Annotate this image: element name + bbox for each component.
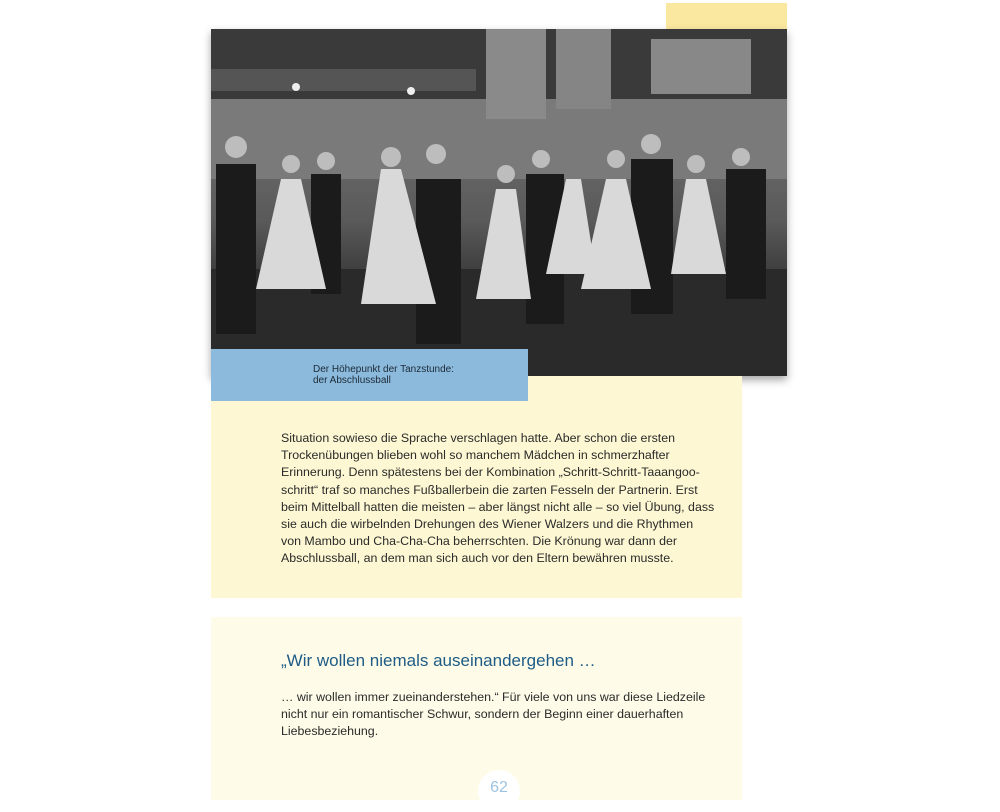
photo-caption	[313, 364, 523, 386]
body-line: von Mambo und Cha-Cha-Cha beherrschten. Die Krönung war dann der	[281, 534, 678, 549]
caption-line: der Abschlussball	[313, 375, 391, 386]
section-line: … wir wollen immer zueinanderstehen.“ Für viele von uns war diese Liedzeile	[281, 690, 706, 704]
body-line: beim Mittelball hatten die meisten – aber längst nicht alle – so viel Übung, dass	[281, 499, 715, 514]
body-line: Erinnerung. Denn spätestens bei der Kombination „Schritt-Schritt-Taaangoo-	[281, 465, 700, 480]
section-line: nicht nur ein romantischer Schwur, sondern der Beginn einer dauerhaften	[281, 707, 684, 722]
body-line: Trockenübungen blieben wohl so manchem Mädchen in schmerzhafter	[281, 448, 670, 463]
section-paragraph	[281, 689, 726, 741]
body-line: schritt“ traf so manches Fußballerbein die zarten Fesseln der Partnerin. Erst	[281, 482, 698, 497]
curtain-right	[651, 39, 751, 94]
page-number: 62	[490, 779, 508, 796]
caption-line: Der Höhepunkt der Tanzstunde:	[313, 364, 455, 375]
body-paragraph	[281, 430, 726, 568]
curtain-left	[486, 29, 546, 119]
section-line: Liebesbeziehung.	[281, 724, 379, 739]
photo-caption-box	[211, 349, 528, 401]
body-line: Situation sowieso die Sprache verschlagen hatte. Aber schon die ersten	[281, 431, 675, 445]
body-line: Abschlussball, an dem man sich auch vor den Eltern bewähren musste.	[281, 551, 674, 566]
curtain-middle	[556, 29, 611, 109]
dance-photo	[211, 29, 787, 376]
balcony	[211, 69, 476, 91]
body-line: sie auch die wirbelnden Drehungen des Wiener Walzers und die Rhythmen	[281, 517, 694, 532]
dance-photo-illustration	[211, 29, 787, 376]
section-heading: „Wir wollen niemals auseinandergehen …	[281, 651, 596, 670]
ceiling-lamp	[292, 83, 300, 91]
ceiling-lamp	[407, 87, 415, 95]
